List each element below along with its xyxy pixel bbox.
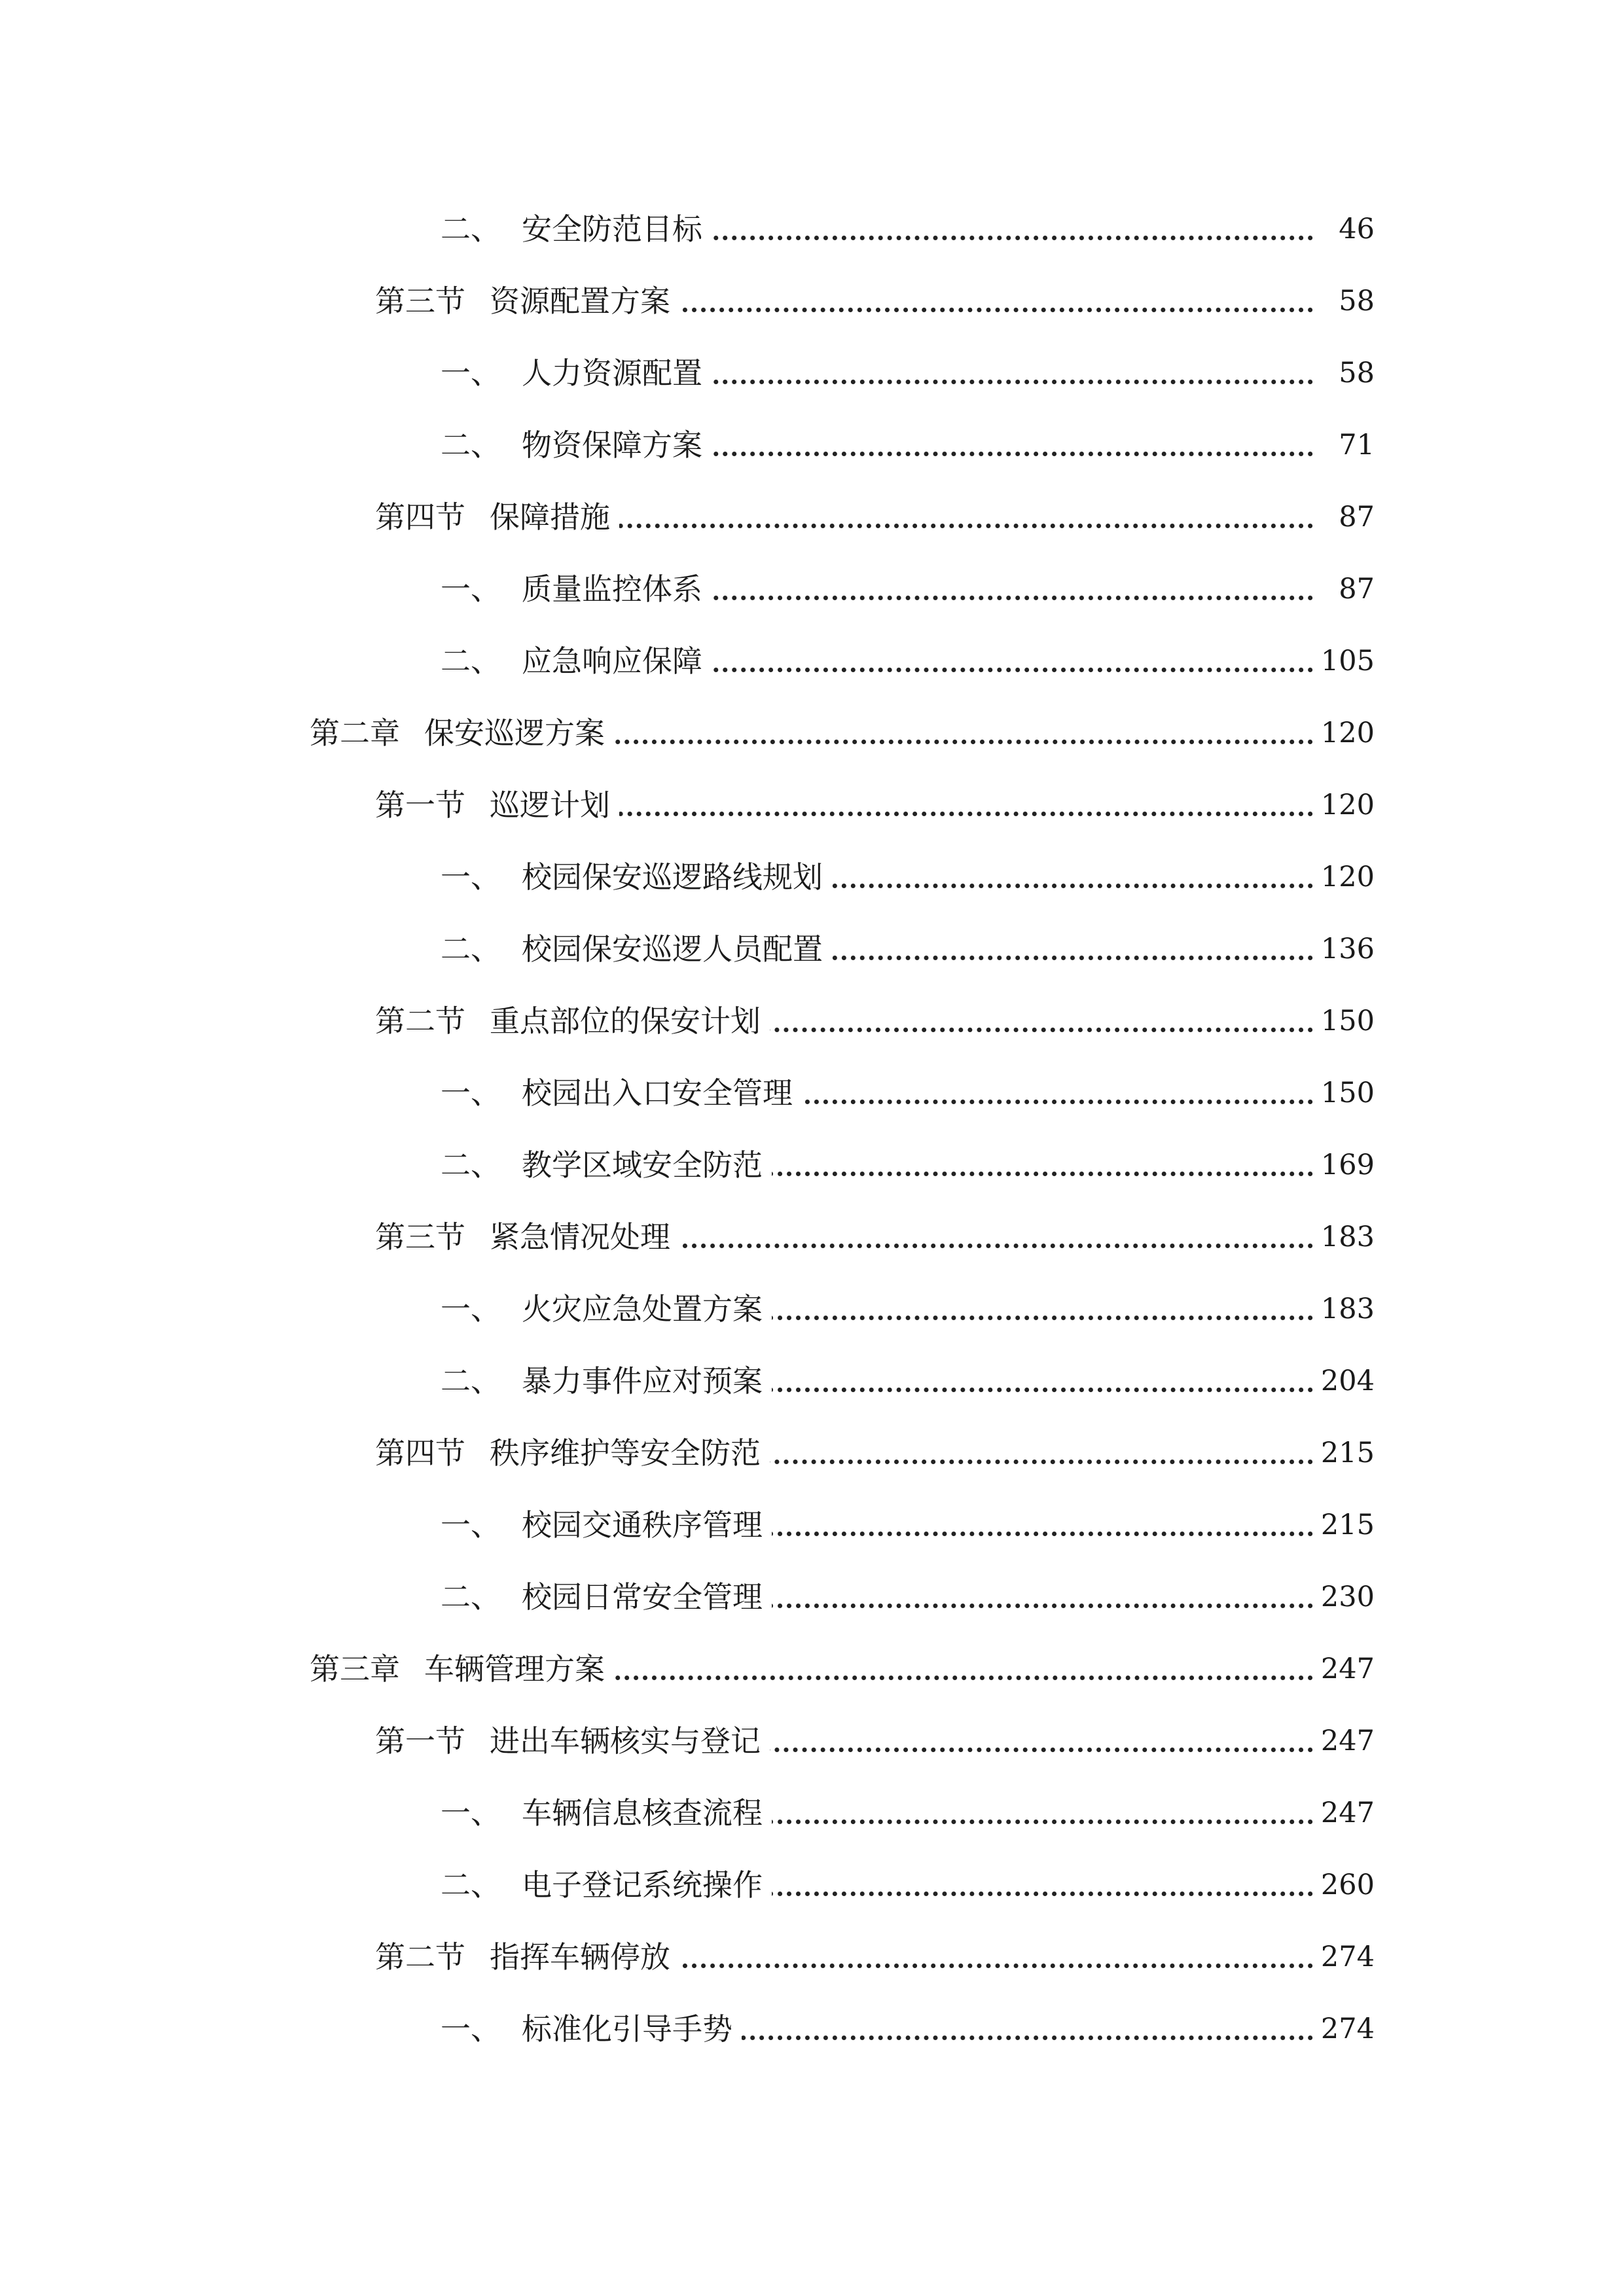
toc-entry[interactable]: [0, 774, 1624, 846]
toc-entry-number: 第二节: [375, 1926, 465, 1988]
toc-entry-number: 二、: [441, 198, 501, 260]
toc-entry[interactable]: [0, 558, 1624, 630]
toc-entry[interactable]: [0, 1566, 1624, 1638]
toc-entry-number: 二、: [441, 1854, 501, 1916]
toc-page-number: 169: [1314, 1134, 1375, 1196]
toc-entry[interactable]: [0, 1854, 1624, 1926]
toc-entry-title: 安全防范目标: [522, 198, 712, 260]
toc-entry-title: 保安巡逻方案: [424, 702, 614, 764]
toc-page-number: 274: [1314, 1998, 1375, 2060]
toc-page-number: 120: [1314, 774, 1375, 836]
toc-page-number: 136: [1314, 918, 1375, 980]
toc-entry-number: 第三节: [375, 1206, 465, 1268]
toc-page-number: 247: [1314, 1782, 1375, 1844]
toc-page-number: 120: [1314, 846, 1375, 908]
toc-entry-number: 第四节: [375, 1422, 465, 1484]
table-of-contents: [0, 198, 1624, 2070]
toc-page-number: 274: [1314, 1926, 1375, 1988]
toc-entry[interactable]: [0, 1638, 1624, 1710]
toc-entry-title: 物资保障方案: [522, 414, 712, 476]
toc-page-number: 204: [1314, 1350, 1375, 1412]
toc-entry-title: 车辆信息核查流程: [522, 1782, 772, 1844]
toc-entry-number: 第一节: [375, 774, 465, 836]
toc-entry-number: 一、: [441, 342, 501, 404]
toc-entry-number: 第一节: [375, 1710, 465, 1772]
toc-entry[interactable]: [0, 846, 1624, 918]
toc-entry[interactable]: [0, 918, 1624, 990]
toc-page-number: 87: [1314, 486, 1375, 548]
toc-page-number: 120: [1314, 702, 1375, 764]
toc-entry[interactable]: [0, 198, 1624, 270]
toc-entry-title: 校园日常安全管理: [522, 1566, 772, 1628]
toc-entry-number: 一、: [441, 1494, 501, 1556]
toc-page-number: 58: [1314, 342, 1375, 404]
toc-page-number: 260: [1314, 1854, 1375, 1916]
toc-entry-title: 秩序维护等安全防范: [490, 1422, 770, 1484]
toc-entry-title: 暴力事件应对预案: [522, 1350, 772, 1412]
toc-entry[interactable]: [0, 1782, 1624, 1854]
toc-entry-number: 一、: [441, 1782, 501, 1844]
toc-entry-number: 第二节: [375, 990, 465, 1052]
toc-entry-title: 教学区域安全防范: [522, 1134, 772, 1196]
toc-entry[interactable]: [0, 270, 1624, 342]
toc-entry[interactable]: [0, 1062, 1624, 1134]
toc-entry[interactable]: [0, 1134, 1624, 1206]
toc-entry-title: 巡逻计划: [490, 774, 619, 836]
toc-entry-title: 保障措施: [490, 486, 619, 548]
toc-entry[interactable]: [0, 1350, 1624, 1422]
toc-page-number: 247: [1314, 1638, 1375, 1700]
toc-entry-title: 车辆管理方案: [424, 1638, 614, 1700]
toc-entry[interactable]: [0, 702, 1624, 774]
toc-entry-number: 第二章: [310, 702, 400, 764]
toc-entry-number: 一、: [441, 1062, 501, 1124]
toc-page-number: 215: [1314, 1422, 1375, 1484]
toc-page-number: 215: [1314, 1494, 1375, 1556]
toc-entry-title: 人力资源配置: [522, 342, 712, 404]
toc-page-number: 183: [1314, 1278, 1375, 1340]
toc-page-number: 71: [1314, 414, 1375, 476]
toc-entry-number: 二、: [441, 1134, 501, 1196]
toc-entry-title: 紧急情况处理: [490, 1206, 679, 1268]
toc-entry[interactable]: [0, 990, 1624, 1062]
toc-entry-number: 一、: [441, 1998, 501, 2060]
toc-page-number: 105: [1314, 630, 1375, 692]
toc-entry-number: 二、: [441, 630, 501, 692]
toc-page-number: 46: [1314, 198, 1375, 260]
toc-entry-number: 一、: [441, 846, 501, 908]
toc-entry-number: 第三节: [375, 270, 465, 332]
toc-entry-title: 电子登记系统操作: [522, 1854, 772, 1916]
toc-entry-title: 质量监控体系: [522, 558, 712, 620]
toc-entry-title: 应急响应保障: [522, 630, 712, 692]
toc-entry[interactable]: [0, 1710, 1624, 1782]
toc-entry[interactable]: [0, 1206, 1624, 1278]
toc-entry[interactable]: [0, 1494, 1624, 1566]
toc-page-number: 247: [1314, 1710, 1375, 1772]
toc-page-number: 87: [1314, 558, 1375, 620]
toc-entry-title: 进出车辆核实与登记: [490, 1710, 770, 1772]
toc-entry-title: 标准化引导手势: [522, 1998, 742, 2060]
toc-entry-title: 校园保安巡逻路线规划: [522, 846, 832, 908]
toc-entry-number: 第三章: [310, 1638, 400, 1700]
toc-page-number: 183: [1314, 1206, 1375, 1268]
toc-entry-title: 火灾应急处置方案: [522, 1278, 772, 1340]
toc-entry-title: 重点部位的保安计划: [490, 990, 770, 1052]
toc-entry-number: 二、: [441, 1566, 501, 1628]
toc-entry[interactable]: [0, 1926, 1624, 1998]
toc-page-number: 230: [1314, 1566, 1375, 1628]
toc-page-number: 150: [1314, 990, 1375, 1052]
toc-entry-number: 二、: [441, 918, 501, 980]
toc-entry-number: 二、: [441, 414, 501, 476]
toc-entry-title: 校园出入口安全管理: [522, 1062, 802, 1124]
toc-entry[interactable]: [0, 414, 1624, 486]
toc-entry[interactable]: [0, 1278, 1624, 1350]
toc-entry[interactable]: [0, 1998, 1624, 2070]
toc-entry-title: 指挥车辆停放: [490, 1926, 679, 1988]
toc-entry[interactable]: [0, 486, 1624, 558]
toc-entry[interactable]: [0, 1422, 1624, 1494]
toc-entry[interactable]: [0, 630, 1624, 702]
toc-entry-title: 校园保安巡逻人员配置: [522, 918, 832, 980]
toc-entry-number: 一、: [441, 558, 501, 620]
toc-entry-title: 资源配置方案: [490, 270, 679, 332]
toc-entry[interactable]: [0, 342, 1624, 414]
toc-entry-number: 第四节: [375, 486, 465, 548]
toc-entry-number: 一、: [441, 1278, 501, 1340]
toc-entry-number: 二、: [441, 1350, 501, 1412]
toc-entry-title: 校园交通秩序管理: [522, 1494, 772, 1556]
toc-page-number: 150: [1314, 1062, 1375, 1124]
toc-page-number: 58: [1314, 270, 1375, 332]
